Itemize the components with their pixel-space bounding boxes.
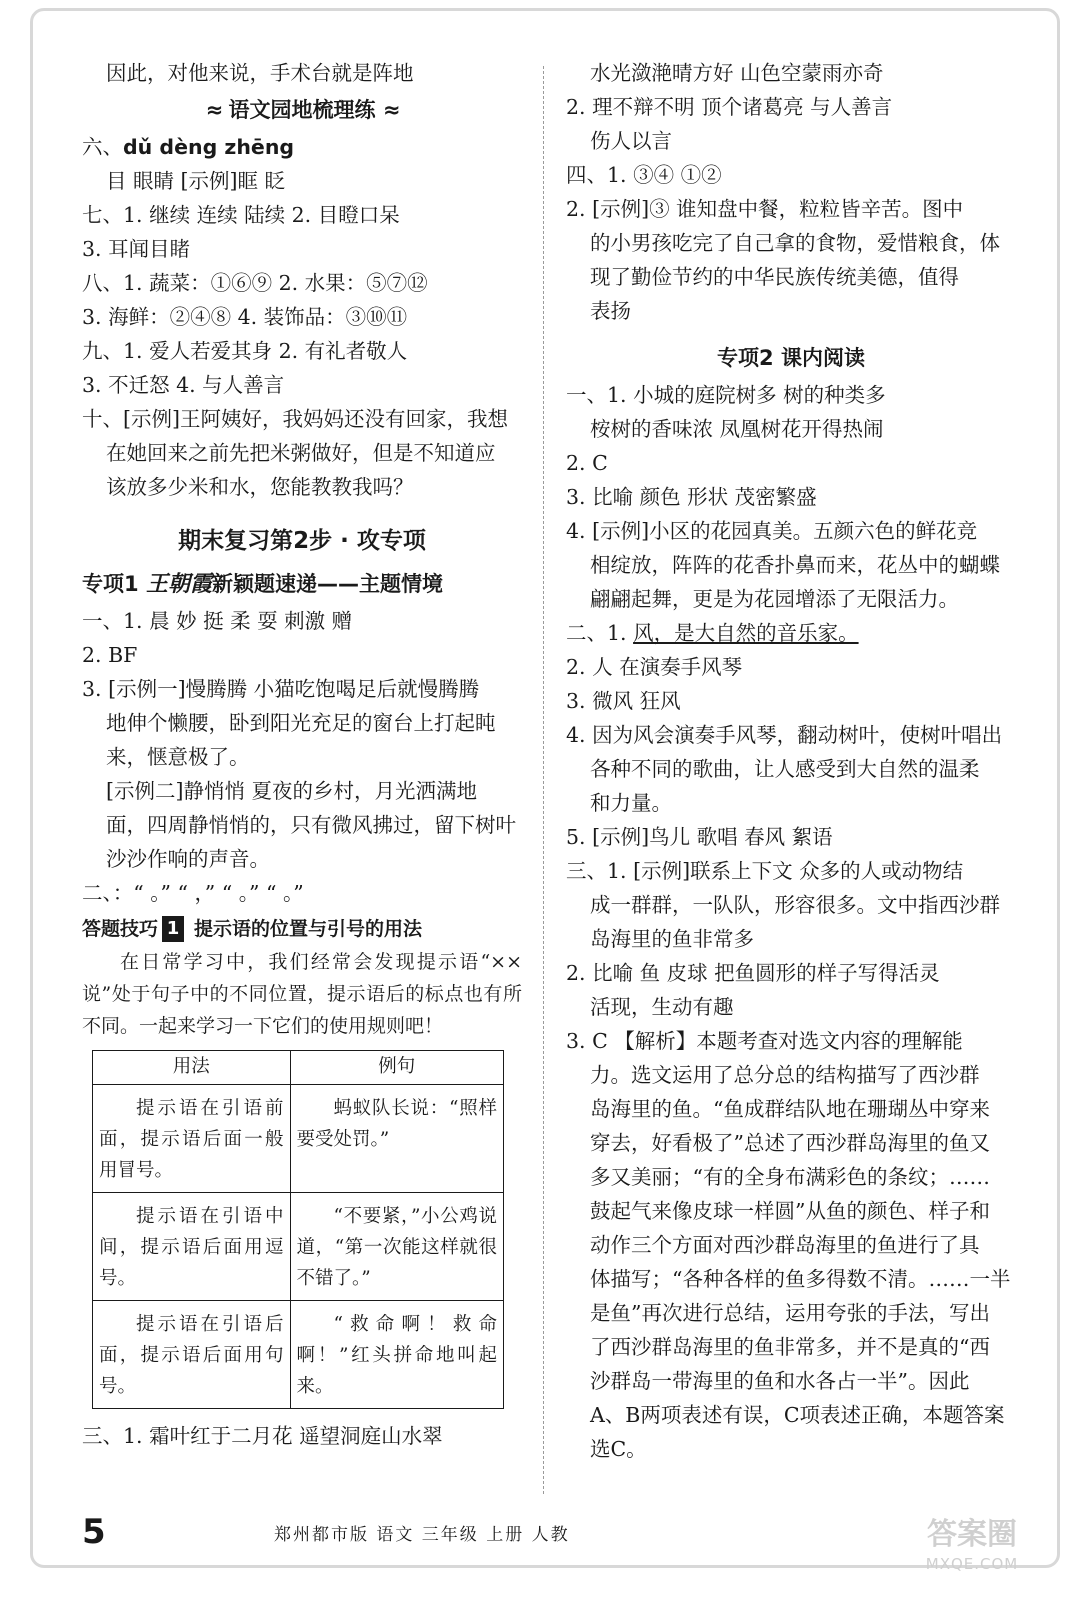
answer-line: 3. 耳闻目睹 <box>82 237 191 261</box>
question-1: 一、1. 晨 妙 挺 柔 耍 刺激 赠 <box>82 609 353 633</box>
answer-line: 翩翩起舞，更是为花园增添了无限活力。 <box>590 587 959 611</box>
topic-1-heading: 专项1 王朝霞新颖题速递——主题情境 <box>82 571 443 597</box>
answer-line: 2. [示例]③ 谁知盘中餐，粒粒皆辛苦。图中 <box>566 197 964 221</box>
answer-line: 目 眼睛 [示例]眶 眨 <box>106 169 286 193</box>
answer-line: 2. 理不辩不明 顶个诸葛亮 与人善言 <box>566 95 893 119</box>
answer-line: 岛海里的鱼。“鱼成群结队地在珊瑚丛中穿来 <box>590 1097 990 1121</box>
answer-line: 力。选文运用了总分总的结构描写了西沙群 <box>590 1063 980 1087</box>
page-number: 5 <box>82 1512 106 1552</box>
answer-line: 面，四周静悄悄的，只有微风拂过，留下树叶 <box>106 813 516 837</box>
answer-line: 水光潋滟晴方好 山色空蒙雨亦奇 <box>590 61 884 85</box>
author-signature: 王朝霞 <box>145 571 212 597</box>
answer-line: 4. [示例]小区的花园真美。五颜六色的鲜花竞 <box>566 519 978 543</box>
question-6: 六、dǔ dèng zhēng <box>82 135 295 159</box>
page-footer <box>82 1510 1002 1554</box>
answer-line: 桉树的香味浓 凤凰树花开得热闹 <box>590 417 884 441</box>
answer-line: [示例二]静悄悄 夏夜的乡村，月光洒满地 <box>106 779 478 803</box>
right-column <box>566 56 1016 1466</box>
answer-line: 了西沙群岛海里的鱼非常多，并不是真的“西 <box>590 1335 990 1359</box>
question-9: 九、1. 爱人若爱其身 2. 有礼者敬人 <box>82 339 408 363</box>
table-row <box>93 1301 504 1409</box>
question-2: 二、：“ 。” “ ，” “ 。” “ 。” <box>82 881 304 905</box>
answer-line: 成一群群，一队队，形容很多。文中指西沙群 <box>590 893 1000 917</box>
answer-line: 的小男孩吃完了自己拿的食物，爱惜粮食，体 <box>590 231 1000 255</box>
section-heading-garden <box>82 90 522 130</box>
answer-line: 3. 比喻 颜色 形状 茂密繁盛 <box>566 485 817 509</box>
answer-line: A、B两项表述有误，C项表述正确，本题答案 <box>590 1403 1005 1427</box>
answer-line: 3. [示例一]慢腾腾 小猫吃饱喝足后就慢腾腾 <box>82 677 480 701</box>
answer-line: 相绽放，阵阵的花香扑鼻而来，花丛中的蝴蝶 <box>590 553 1000 577</box>
answer-line: 因此，对他来说，手术台就是阵地 <box>106 61 414 85</box>
answer-line: 2. BF <box>82 643 138 667</box>
answer-line: 2. C <box>566 451 608 475</box>
table-cell: 蚂蚁队长说：“照样要受处罚。” <box>290 1085 504 1193</box>
answer-line: 3. 微风 狂风 <box>566 689 681 713</box>
answer-line: 地伸个懒腰，卧到阳光充足的窗台上打起盹 <box>106 711 496 735</box>
table-cell: 提示语在引语前面，提示语后面一般用冒号。 <box>93 1085 291 1193</box>
question-7: 七、1. 继续 连续 陆续 2. 目瞪口呆 <box>82 203 400 227</box>
wave-icon: ≈ <box>382 98 399 122</box>
watermark-url: MXQE.COM <box>925 1555 1019 1573</box>
answer-line: 来，惬意极了。 <box>106 745 250 769</box>
answer-line: 2. 人 在演奏手风琴 <box>566 655 743 679</box>
question-10: 十、[示例]王阿姨好，我妈妈还没有回家，我想 <box>82 407 508 431</box>
usage-table <box>92 1050 504 1409</box>
table-cell: 提示语在引语后面，提示语后面用句号。 <box>93 1301 291 1409</box>
edition-info: 郑州都市版 语文 三年级 上册 人教 <box>274 1525 570 1545</box>
answer-line: 活现，生动有趣 <box>590 995 734 1019</box>
answer-line: 岛海里的鱼非常多 <box>590 927 754 951</box>
answer-line: 表扬 <box>590 299 631 323</box>
wave-icon: ≈ <box>205 98 222 122</box>
table-cell: “救命啊！救命啊！”红头拼命地叫起来。 <box>290 1301 504 1409</box>
answer-line: 4. 因为风会演奏手风琴，翻动树叶，使树叶唱出 <box>566 723 1003 747</box>
question-1: 一、1. 小城的庭院树多 树的种类多 <box>566 383 886 407</box>
column-divider <box>543 66 544 1494</box>
answer-line: 3. 不迁怒 4. 与人善言 <box>82 373 285 397</box>
answer-line: 伤人以言 <box>590 129 672 153</box>
answer-line: 体描写；“各种各样的鱼多得数不清。……一半 <box>590 1267 1011 1291</box>
pinyin-answers: dǔ dèng zhēng <box>123 135 295 159</box>
answer-line: 多又美丽；“有的全身布满彩色的条纹；…… <box>590 1165 990 1189</box>
answer-line: 是鱼”再次进行总结，运用夸张的手法，写出 <box>590 1301 990 1325</box>
left-column <box>82 56 522 1453</box>
underlined-answer: 风，是大自然的音乐家。 <box>633 621 859 645</box>
tip-tag: 答题技巧 <box>82 918 159 940</box>
answer-tip-heading <box>82 912 522 946</box>
section-heading-text: 语文园地梳理练 <box>228 98 376 122</box>
answer-line: 5. [示例]鸟儿 歌唱 春风 絮语 <box>566 825 833 849</box>
final-review-heading: 期末复习第2步 · 攻专项 <box>178 528 426 554</box>
watermark-logo <box>892 1516 1052 1580</box>
table-row <box>93 1085 504 1193</box>
watermark-text: 答案圈 <box>927 1517 1017 1552</box>
answer-line: 2. 比喻 鱼 皮球 把鱼圆形的样子写得活灵 <box>566 961 940 985</box>
table-header: 用法 <box>93 1051 291 1085</box>
table-row <box>93 1193 504 1301</box>
answer-line: 沙沙作响的声音。 <box>106 847 270 871</box>
tip-title: 提示语的位置与引号的用法 <box>194 918 423 940</box>
topic-2-heading: 专项2 课内阅读 <box>717 346 865 370</box>
answer-line: 3. 海鲜：②④⑧ 4. 装饰品：③⑩⑪ <box>82 305 408 329</box>
question-2: 二、1. 风，是大自然的音乐家。 <box>566 621 859 645</box>
answer-line: 该放多少米和水，您能教教我吗？ <box>106 475 414 499</box>
answer-line: 和力量。 <box>590 791 672 815</box>
question-4: 四、1. ③④ ①② <box>566 163 722 187</box>
answer-line: 在她回来之前先把米粥做好，但是不知道应 <box>106 441 496 465</box>
table-header: 例句 <box>290 1051 504 1085</box>
answer-line: 3. C 【解析】本题考查对选文内容的理解能 <box>566 1029 963 1053</box>
table-cell: “不要紧，”小公鸡说道，“第一次能这样就很不错了。” <box>290 1193 504 1301</box>
answer-line: 现了勤俭节约的中华民族传统美德，值得 <box>590 265 959 289</box>
question-3: 三、1. [示例]联系上下文 众多的人或动物结 <box>566 859 964 883</box>
tip-number-badge: 1 <box>162 916 184 942</box>
answer-line: 选C。 <box>590 1437 647 1461</box>
tip-paragraph: 在日常学习中，我们经常会发现提示语“××说”处于句子中的不同位置，提示语后的标点也有所不同。一起来学习一下它们的使用规则吧！ <box>82 951 522 1037</box>
answer-line: 穿去，好看极了”总述了西沙群岛海里的鱼又 <box>590 1131 990 1155</box>
answer-line: 鼓起气来像皮球一样圆”从鱼的颜色、样子和 <box>590 1199 990 1223</box>
answer-line: 沙群岛一带海里的鱼和水各占一半”。因此 <box>590 1369 970 1393</box>
question-8: 八、1. 蔬菜：①⑥⑨ 2. 水果：⑤⑦⑫ <box>82 271 428 295</box>
answer-line: 动作三个方面对西沙群岛海里的鱼进行了具 <box>590 1233 980 1257</box>
question-3: 三、1. 霜叶红于二月花 遥望洞庭山水翠 <box>82 1424 443 1448</box>
table-cell: 提示语在引语中间，提示语后面用逗号。 <box>93 1193 291 1301</box>
answer-line: 各种不同的歌曲，让人感受到大自然的温柔 <box>590 757 980 781</box>
